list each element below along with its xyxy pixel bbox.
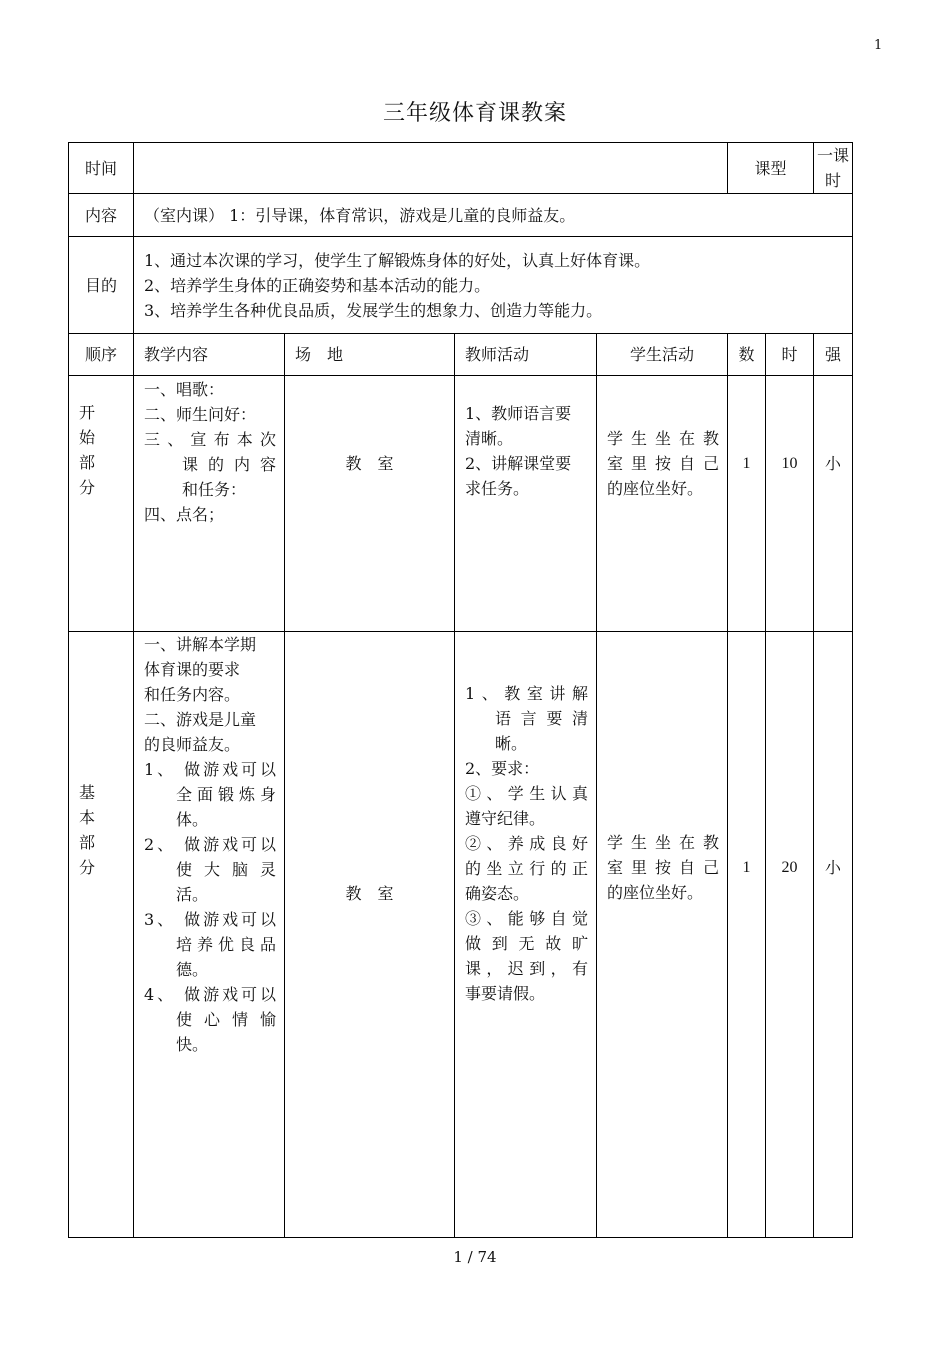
col-student: 学生活动: [597, 334, 728, 376]
goal-label: 目的: [69, 237, 134, 334]
section-teacher: 1、教室讲解 语言要清 晰。 2、要求： ①、学生认真 遵守纪律。 ②、养成良好 的坐立行的正 确姿态。 ③、能够自觉 做到无故旷 课，迟到，有 事要请假。: [455, 632, 597, 1238]
section-student: 学生坐在教 室里按自己 的座位坐好。: [597, 376, 728, 632]
col-count: 数: [728, 334, 766, 376]
goal-row: [69, 237, 853, 334]
type-label: 课型: [728, 143, 814, 193]
section-content: 一、唱歌： 二、师生问好： 三、宣布本次 课的内容 和任务： 四、点名；: [134, 376, 285, 632]
section-teacher: 1、教师语言要 清晰。 2、讲解课堂要 求任务。: [455, 376, 597, 632]
col-venue: 场 地: [285, 334, 455, 376]
col-intensity: 强: [814, 334, 853, 376]
page-footer: 1 / 74: [453, 1248, 497, 1266]
section-time: 10: [766, 376, 814, 632]
col-content: 教学内容: [134, 334, 285, 376]
type-cell: [728, 143, 853, 194]
section-content: 一、讲解本学期 体育课的要求 和任务内容。 二、游戏是儿童 的良师益友。 1、 做游戏可以 全面锻炼身 体。 2、 做游戏可以 使大脑灵 活。 3、 做游戏可以 培养优良品 德。 4、 做游戏可以 使心情愉 快。: [134, 632, 285, 1238]
goal-item: 1、通过本次课的学习，使学生了解锻炼身体的好处，认真上好体育课。: [144, 250, 651, 270]
goal-item: 2、培养学生身体的正确姿势和基本活动的能力。: [144, 275, 491, 295]
section-intensity: 小: [814, 632, 853, 1238]
content-label: 内容: [69, 194, 134, 237]
time-row: [69, 143, 853, 194]
section-venue: 教 室: [285, 376, 455, 632]
section-student: 学生坐在教 室里按自己 的座位坐好。: [597, 632, 728, 1238]
time-value: [134, 143, 728, 194]
content-value: （室内课） 1：引导课，体育常识，游戏是儿童的良师益友。: [134, 194, 853, 237]
col-order: 顺序: [69, 334, 134, 376]
goal-item: 3、培养学生各种优良品质，发展学生的想象力、创造力等能力。: [144, 300, 603, 320]
table-row: [69, 632, 853, 1238]
section-count: 1: [728, 632, 766, 1238]
section-venue: 教 室: [285, 632, 455, 1238]
section-intensity: 小: [814, 376, 853, 632]
lesson-plan-table: [68, 142, 853, 1238]
corner-page-number: 1: [874, 38, 883, 53]
content-row: [69, 194, 853, 237]
document-title: 三年级体育课教案: [382, 101, 567, 126]
goal-list: [134, 237, 853, 334]
col-time: 时: [766, 334, 814, 376]
section-time: 20: [766, 632, 814, 1238]
section-order: 基 本 部 分: [69, 632, 134, 1238]
time-label: 时间: [69, 143, 134, 194]
col-teacher: 教师活动: [455, 334, 597, 376]
column-header-row: [69, 334, 853, 376]
section-count: 1: [728, 376, 766, 632]
section-order: 开 始 部 分: [69, 376, 134, 632]
type-value: 一课时: [817, 146, 850, 190]
table-row: [69, 376, 853, 632]
